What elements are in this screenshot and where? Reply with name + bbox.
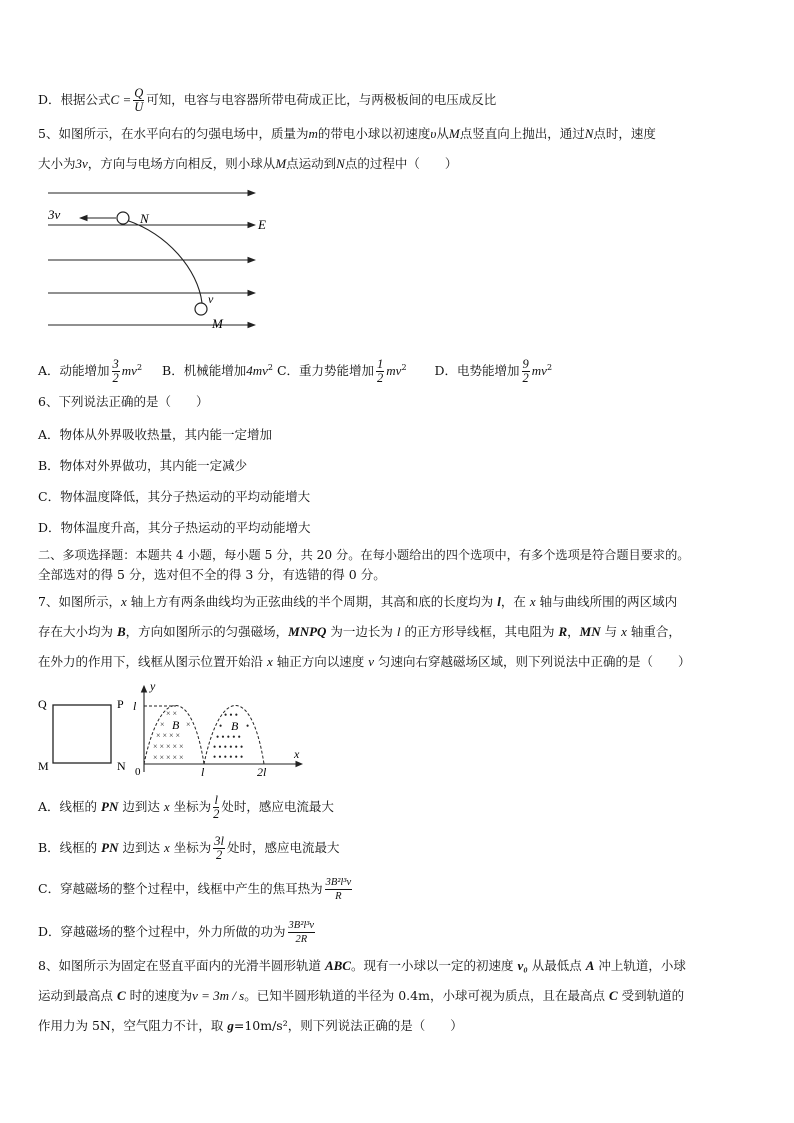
exponent: 2 [546,362,553,372]
text: 点时，速度 [593,126,656,141]
text: 受到轨道的 [617,988,685,1003]
numerator: 3 [112,357,119,371]
text: 作用力为 5N，空气阻力不计，取 [38,1018,228,1033]
text: ，在 [500,594,530,609]
var-x: x [163,799,170,814]
q7-line-1 [38,593,677,611]
text: 运动到最高点 [38,988,117,1003]
q7-magnetic-field-figure [36,680,316,780]
text: 为一边长为 [326,624,397,639]
section-2-heading: 二、多项选择题：本题共 4 小题，每小题 5 分，共 20 分。在每小题给出的四个选项中，有多个选项是符合题目要求的。 [38,548,690,562]
text: 轴正方向以速度 [272,654,369,669]
denominator: 2 [112,371,119,385]
q8-line-3 [38,1017,463,1035]
q7-option-b [38,835,339,862]
var-x: x [163,840,170,855]
var-r: R [558,624,568,639]
svg-text:× × × × ×: × × × × × [153,753,184,762]
text: 根据公式 [60,92,111,107]
var-g: g [227,1018,234,1033]
denominator: 2 [215,848,223,862]
numerator: 3B²l³v [288,920,315,931]
text: C．穿越磁场的整个过程中，线框中产生的焦耳热为 [38,881,323,896]
text: 存在大小均为 [38,624,117,639]
q6-option-b: B．物体对外界做功，其内能一定减少 [38,458,248,473]
q7-line-2 [38,623,681,641]
dot-field-region [213,710,249,762]
numerator: 1 [377,357,384,371]
label-m: M [38,759,49,773]
numerator: Q [134,86,144,100]
var-abc: ABC [324,958,351,973]
label-y: y [150,679,156,693]
label-q: Q [38,697,47,711]
q5-electric-field-figure [40,185,280,340]
label-tick-2l: 2l [257,765,267,779]
option-label: D． [38,92,61,107]
text: 从 [436,126,449,141]
text: 处时，感应电流最大 [221,799,334,814]
fraction-q-over-u [133,87,144,114]
var-3v: 3v [75,156,88,171]
text: 点竖直向上抛出，通过 [459,126,585,141]
fraction [325,876,353,903]
exponent: 2 [401,362,407,372]
square-frame-mnpq [53,705,111,763]
text: 点的过程中（ ） [344,156,458,171]
term: mv [121,363,137,378]
fraction [522,358,530,385]
text: 坐标为 [169,799,212,814]
svg-text:× × × × ×: × × × × × [153,742,184,751]
q6-stem: 6、下列说法正确的是（ ） [38,394,209,409]
var-x: x [120,594,127,609]
q7-option-d [38,919,317,946]
denominator: R [335,891,342,902]
label-origin: 0 [135,766,141,778]
var-pn: PN [101,840,119,855]
text: 轴上方有两条曲线均为正弦曲线的半个周期，其高和底的长度均为 [126,594,498,609]
text: 。现有一小球以一定的初速度 [350,958,518,973]
var-vc: v = 3m / s [192,988,245,1003]
q7-option-a [38,794,334,821]
label-n: N [117,759,126,773]
label-tick-l: l [201,765,205,779]
text: 5、如图所示，在水平向右的匀强电场中，质量为 [38,126,309,141]
numerator: l [214,793,218,807]
svg-text:•: • [246,721,250,731]
term: mv [386,363,402,378]
var-x: x [529,594,536,609]
numerator: 3B²l³v [325,877,352,888]
label-p: P [117,697,124,711]
text: 轴与曲线所围的两区域内 [535,594,678,609]
q6-option-d: D．物体温度升高，其分子热运动的平均动能增大 [38,520,311,535]
svg-text:• • • • •: • • • • • [216,732,241,742]
term: 4mv [246,363,268,378]
label-v: v [208,292,214,306]
fraction [213,835,225,862]
text: 7、如图所示， [38,594,121,609]
var-x: x [266,654,273,669]
var-l: l [497,594,501,609]
text: 边到达 [118,799,164,814]
option-d: D．电势能增加 [434,363,520,378]
text: A．线框的 [38,799,102,814]
fraction [112,358,120,385]
label-b1: B [172,718,180,732]
svg-text:× ×: × × [166,709,178,718]
section-2-note: 全部选对的得 5 分，选对但不全的得 3 分，有选错的得 0 分。 [38,567,386,582]
option-a: A．动能增加 [38,363,110,378]
q6-option-c: C．物体温度降低，其分子热运动的平均动能增大 [38,489,311,504]
fraction [213,794,219,821]
var-l: l [396,624,401,639]
text: D．穿越磁场的整个过程中，外力所做的功为 [38,924,286,939]
text: 大小为 [38,156,76,171]
text: =10m/s²，则下列说法正确的是（ ） [233,1018,463,1033]
var-m: m [308,126,318,141]
label-m: M [212,316,223,331]
denominator: 2 [522,371,529,385]
label-x: x [294,747,300,761]
svg-text:• • •: • • • [224,710,238,720]
q5-line-2 [38,155,457,173]
fraction [288,919,316,946]
svg-text:×: × [160,720,165,729]
var-N: N [336,156,345,171]
formula: C = [110,92,132,107]
var-M: M [448,126,460,141]
denominator: U [134,100,144,114]
denominator: 2 [377,371,384,385]
text: 。已知半圆形轨道的半径为 0.4m，小球可视为质点，且在最高点 [244,988,609,1003]
label-height-l: l [133,699,137,713]
option-c: C．重力势能增加 [276,363,375,378]
svg-text:• • • • • •: • • • • • • [213,752,244,762]
text: 可知，电容与电容器所带电荷成正比，与两极板间的电压成反比 [146,92,497,107]
text: B．线框的 [38,840,102,855]
var-v: v [368,654,374,669]
svg-text:×: × [186,720,191,729]
text: 8、如图所示为固定在竖直平面内的光滑半圆形轨道 [38,958,325,973]
svg-text:× × × ×: × × × × [156,731,181,740]
text: 坐标为 [169,840,212,855]
text: 冲上轨道，小球 [594,958,686,973]
denominator: 2 [213,807,220,821]
text: 的正方形导线框，其电阻为 [400,624,559,639]
ball-at-m [195,303,207,315]
var-N: N [584,126,594,141]
numerator: 9 [522,357,529,371]
text: 处时，感应电流最大 [226,840,340,855]
svg-text:•: • [219,721,223,731]
q5-line-1 [38,125,656,143]
var-a: A [585,958,595,973]
text: ，方向与电场方向相反，则小球从 [87,156,276,171]
q7-option-c [38,876,354,903]
denominator: 2R [295,934,308,945]
q5-options [38,358,552,385]
label-b2: B [231,719,239,733]
text: 轴重合， [626,624,681,639]
text: ， [567,624,580,639]
var-c: C [116,988,126,1003]
q7-line-3 [38,653,690,671]
var-v0: v₀ [517,958,528,973]
label-n: N [140,211,149,226]
exponent: 2 [267,362,273,372]
var-b: B [116,624,126,639]
label-e: E [258,217,266,232]
text: 与 [600,624,622,639]
text: 在外力的作用下，线框从图示位置开始沿 [38,654,267,669]
text: 边到达 [118,840,164,855]
cross-field-region [153,709,191,762]
trajectory-curve [123,219,202,303]
text: 从最低点 [527,958,586,973]
var-mnpq: MNPQ [288,624,327,639]
var-v: υ [430,126,437,141]
var-pn: PN [101,799,119,814]
q6-option-a: A．物体从外界吸收热量，其内能一定增加 [38,427,273,442]
var-M: M [275,156,287,171]
term: mv [531,363,547,378]
q8-line-1 [38,957,686,975]
var-mn: MN [579,624,601,639]
fraction [376,358,384,385]
label-3v: 3v [48,207,61,222]
numerator: 3l [214,834,224,848]
var-c: C [608,988,618,1003]
var-x: x [621,624,627,639]
q8-line-2 [38,987,684,1005]
option-b: B．机械能增加 [162,363,247,378]
text: ，方向如图所示的匀强磁场， [125,624,289,639]
svg-text:• • • • • •: • • • • • • [213,742,244,752]
exponent: 2 [136,362,143,372]
text: 点运动到 [286,156,337,171]
text: 时的速度为 [125,988,193,1003]
text: 匀速向右穿越磁场区域，则下列说法中正确的是（ ） [374,654,691,669]
option-d-capacitance [38,87,496,114]
ball-at-n [117,212,129,224]
text: 的带电小球以初速度 [317,126,431,141]
